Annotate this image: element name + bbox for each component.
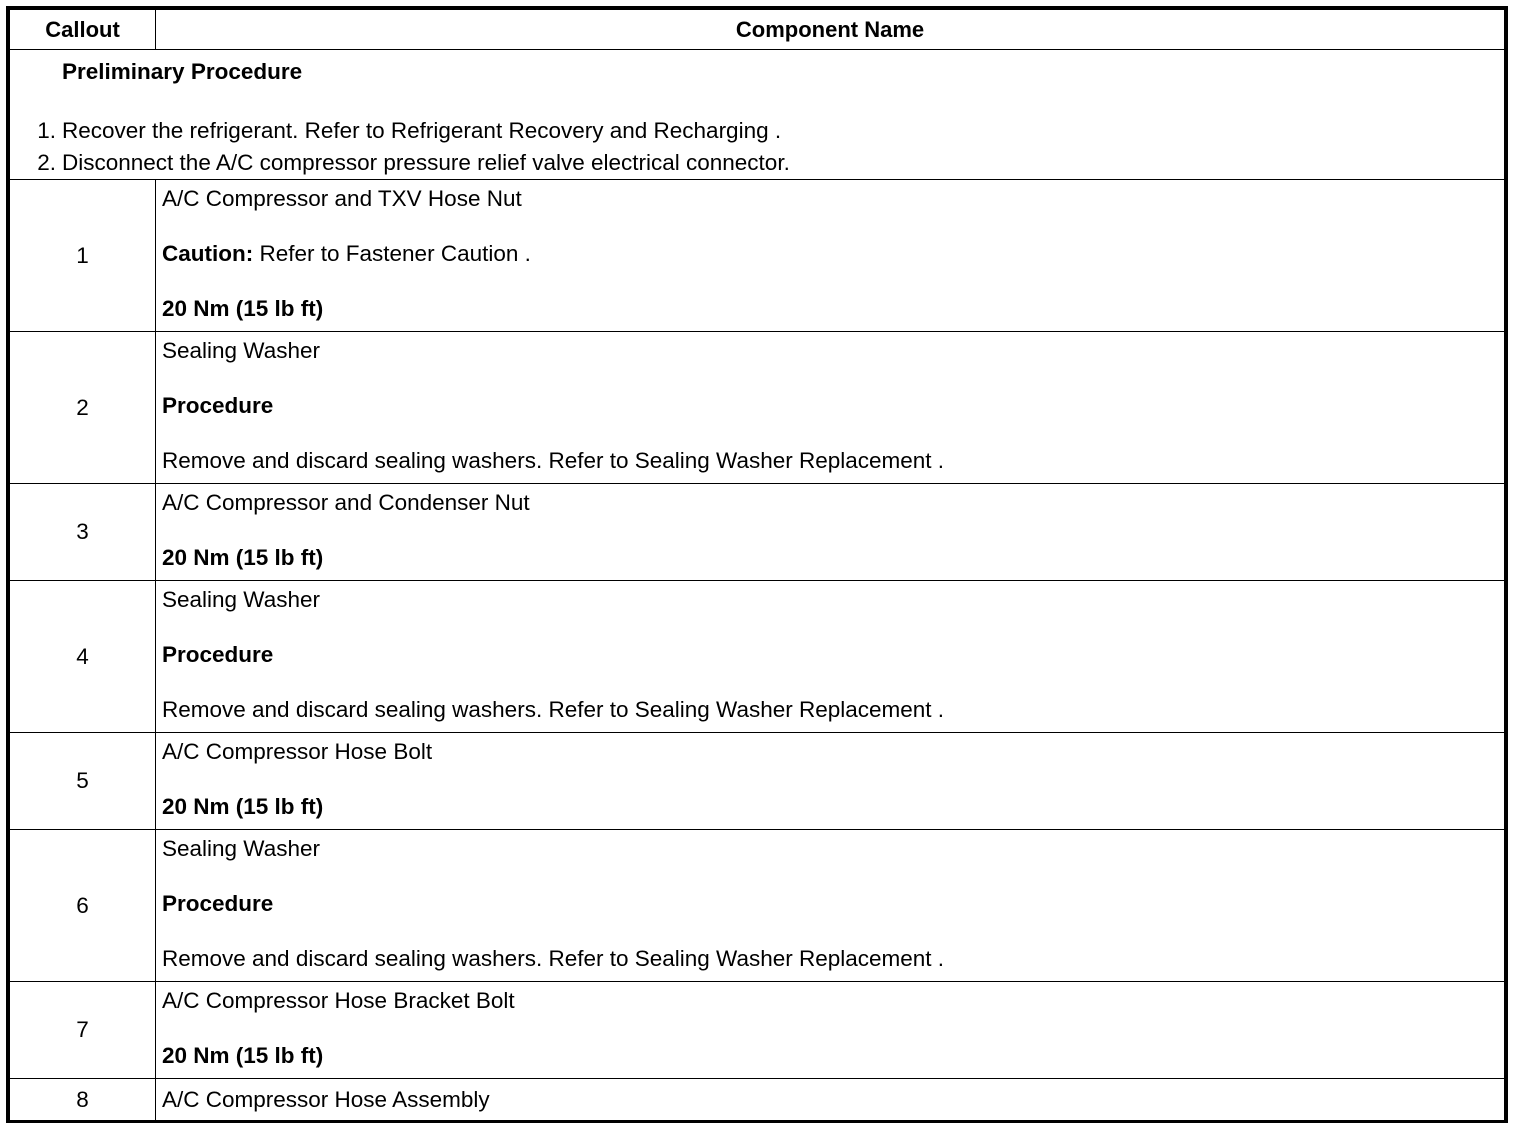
table-row [10,733,1505,830]
torque-spec: 20 Nm (15 lb ft) [162,296,324,321]
torque-spec: 20 Nm (15 lb ft) [162,1043,324,1068]
procedure-text: Remove and discard sealing washers. Refer to Sealing Washer Replacement . [162,697,945,722]
component-name: A/C Compressor and Condenser Nut [162,490,530,515]
caution-note [162,241,1504,266]
step-number: 2. [37,150,56,175]
component-name: A/C Compressor Hose Assembly [162,1087,490,1112]
component-name-header: Component Name [156,10,1505,50]
table-row [10,1079,1505,1121]
callout-number: 1 [10,180,156,332]
header-row [10,10,1505,50]
component-name: A/C Compressor and TXV Hose Nut [162,186,522,211]
table-row [10,581,1505,733]
component-name: A/C Compressor Hose Bracket Bolt [162,988,515,1013]
caution-text: Refer to Fastener Caution . [253,241,531,266]
component-table [9,9,1505,1121]
callout-number: 2 [10,332,156,484]
callout-number: 5 [10,733,156,830]
callout-number: 3 [10,484,156,581]
callout-number: 7 [10,982,156,1079]
procedure-label: Procedure [162,891,274,916]
procedure-label: Procedure [162,393,274,418]
component-name: Sealing Washer [162,587,320,612]
component-cell [156,332,1505,484]
callout-header: Callout [10,10,156,50]
component-cell [156,1079,1505,1121]
component-cell [156,830,1505,982]
procedure-label: Procedure [162,642,274,667]
step-number: 1. [37,118,56,143]
preliminary-step [10,115,1504,147]
table-row [10,180,1505,332]
preliminary-procedure-title: Preliminary Procedure [62,59,303,84]
table-row [10,830,1505,982]
component-name: A/C Compressor Hose Bolt [162,739,433,764]
component-cell [156,982,1505,1079]
callout-number: 6 [10,830,156,982]
torque-spec: 20 Nm (15 lb ft) [162,545,324,570]
procedure-text: Remove and discard sealing washers. Refer to Sealing Washer Replacement . [162,448,945,473]
component-cell [156,484,1505,581]
table-row [10,332,1505,484]
preliminary-step [10,147,1504,179]
component-cell [156,180,1505,332]
table-row [10,982,1505,1079]
table-row [10,484,1505,581]
procedure-text: Remove and discard sealing washers. Refer to Sealing Washer Replacement . [162,946,945,971]
callout-number: 8 [10,1079,156,1121]
step-text: Disconnect the A/C compressor pressure relief valve electrical connector. [62,150,790,175]
torque-spec: 20 Nm (15 lb ft) [162,794,324,819]
preliminary-steps [10,115,1504,179]
caution-label: Caution: [162,241,254,266]
step-text: Recover the refrigerant. Refer to Refrigerant Recovery and Recharging . [62,118,782,143]
preliminary-procedure [10,50,1505,180]
component-name: Sealing Washer [162,338,320,363]
callout-number: 4 [10,581,156,733]
component-cell [156,581,1505,733]
component-cell [156,733,1505,830]
component-name: Sealing Washer [162,836,320,861]
procedure-sheet [6,6,1508,1123]
preliminary-procedure-row [10,50,1505,180]
